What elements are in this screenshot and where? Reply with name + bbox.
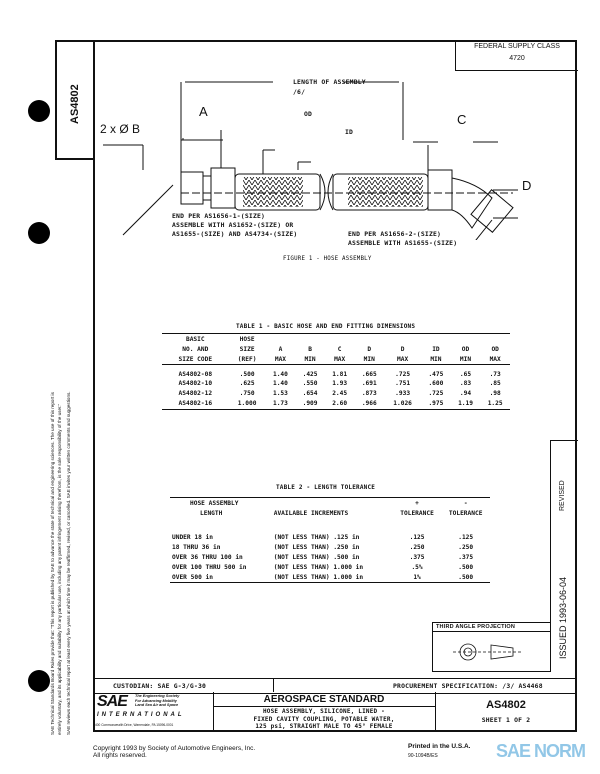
text: Land Sea Air and Space bbox=[135, 703, 179, 707]
fsc-value: 4720 bbox=[509, 55, 525, 62]
table-header-cell: ID bbox=[432, 345, 440, 353]
table-header-cell: OD bbox=[461, 345, 470, 353]
sae-logo: SAE bbox=[97, 693, 127, 710]
table1 bbox=[162, 333, 510, 410]
table-cell: .873 bbox=[361, 390, 377, 397]
revised-label: REVISED bbox=[559, 480, 566, 511]
table-cell: .966 bbox=[361, 400, 377, 407]
table-cell: .475 bbox=[428, 370, 444, 378]
print-code: 90-1094B/ES bbox=[408, 753, 438, 759]
end1-line: AS1655-(SIZE) AND AS4734-(SIZE) bbox=[172, 230, 298, 238]
table-cell: 1% bbox=[413, 573, 421, 581]
table-cell: .625 bbox=[239, 380, 255, 387]
table-cell: .98 bbox=[489, 390, 501, 397]
table-cell: 1.40 bbox=[272, 370, 288, 378]
doc-number: AS4802 bbox=[486, 699, 526, 711]
table-header-cell: MAX bbox=[489, 355, 501, 363]
table1-title: TABLE 1 - BASIC HOSE AND END FITTING DIMENSIONS bbox=[236, 323, 416, 330]
standard-type: AEROSPACE STANDARD bbox=[213, 692, 435, 707]
table-cell: 1.026 bbox=[393, 400, 412, 407]
printed-in: Printed in the U.S.A. bbox=[408, 743, 471, 750]
table-cell: .125 bbox=[458, 534, 474, 541]
table-cell: .65 bbox=[459, 370, 472, 378]
table-header-cell: BASIC bbox=[185, 335, 205, 343]
org-address: 400 Commonwealth Drive, Warrendale, PA 15096-0001 bbox=[95, 723, 174, 727]
punch-hole bbox=[28, 222, 50, 244]
table-header-cell bbox=[354, 334, 384, 345]
issued-date: ISSUED 1993-06-04 bbox=[558, 576, 568, 659]
text: For Advancing Mobility bbox=[135, 698, 177, 703]
table-cell: UNDER 18 in bbox=[172, 534, 213, 541]
text: Copyright 1993 by Society of Automotive Engineers, Inc. bbox=[93, 745, 256, 752]
table-cell: AS4802-10 bbox=[178, 380, 213, 387]
end2-line: ASSEMBLE WITH AS1655-(SIZE) bbox=[348, 239, 458, 247]
table-header-cell: MIN bbox=[430, 355, 442, 363]
table-cell: .85 bbox=[489, 380, 501, 387]
table-row bbox=[162, 379, 510, 389]
federal-supply-class bbox=[455, 40, 578, 71]
projection-label: THIRD ANGLE PROJECTION bbox=[433, 623, 551, 632]
table-cell: OVER 100 THRU 500 in bbox=[172, 563, 247, 571]
table-cell: 1.000 bbox=[237, 400, 257, 407]
table-cell: 1.25 bbox=[487, 400, 503, 407]
table-header-cell: MAX bbox=[274, 355, 287, 363]
dim-a-label: A bbox=[199, 104, 208, 119]
title-block bbox=[93, 678, 577, 732]
end2-line: END PER AS1656-2-(SIZE) bbox=[348, 230, 442, 238]
table-cell: .375 bbox=[409, 553, 425, 561]
text: 125 psi, STRAIGHT MALE TO 45° FEMALE bbox=[255, 723, 393, 730]
projection-symbol-icon bbox=[433, 632, 551, 670]
sheet-number: SHEET 1 OF 2 bbox=[481, 716, 531, 724]
table-header-cell: SIZE CODE bbox=[178, 355, 213, 363]
table-header-cell bbox=[451, 334, 481, 345]
table-header-cell bbox=[272, 498, 393, 509]
dim-d-label: D bbox=[522, 178, 532, 193]
table-cell: (NOT LESS THAN) .250 in bbox=[273, 543, 360, 551]
table-header-cell: HOSE ASSEMBLY bbox=[190, 499, 239, 507]
dim-b-label: 2 x Ø B bbox=[100, 122, 141, 136]
dim-c-label: C bbox=[457, 112, 467, 127]
table-cell: .665 bbox=[361, 370, 377, 378]
table-cell: .250 bbox=[409, 543, 425, 551]
table-header-cell: HOSE bbox=[239, 335, 255, 343]
table-cell: .500 bbox=[458, 573, 474, 581]
table-header-cell: LENGTH bbox=[200, 509, 223, 517]
table-cell: .750 bbox=[239, 390, 255, 397]
table-header-cell bbox=[393, 518, 442, 528]
table-cell: 1.53 bbox=[272, 390, 288, 397]
table-cell: (NOT LESS THAN) 1.000 in bbox=[273, 573, 364, 581]
table-row bbox=[170, 552, 490, 562]
table-cell: (NOT LESS THAN) 1.000 in bbox=[273, 563, 364, 571]
table-cell: 1.73 bbox=[272, 400, 288, 407]
table-row bbox=[162, 389, 510, 399]
table-row bbox=[162, 399, 510, 410]
table-cell: .654 bbox=[302, 390, 318, 397]
table-cell: .751 bbox=[395, 380, 411, 387]
table-header-cell: TOLERANCE bbox=[448, 509, 483, 517]
table-cell: AS4802-08 bbox=[178, 370, 213, 378]
table-cell: .600 bbox=[428, 380, 444, 387]
table-header-cell bbox=[272, 518, 393, 528]
table-cell: 2.60 bbox=[332, 400, 348, 407]
table-row bbox=[170, 528, 490, 542]
table-header-cell: D bbox=[367, 345, 372, 353]
table-cell: AS4802-12 bbox=[178, 390, 213, 397]
copyright bbox=[93, 745, 255, 759]
table-cell: .425 bbox=[302, 370, 318, 378]
length-of-assembly-label: LENGTH OF ASSEMBLY bbox=[293, 78, 366, 86]
table-header-cell bbox=[441, 518, 490, 528]
table-header-cell: MIN bbox=[459, 355, 472, 363]
table-header-cell: MAX bbox=[397, 355, 409, 363]
table-header-cell: + bbox=[415, 499, 419, 507]
length-note: /6/ bbox=[293, 88, 306, 96]
table-row bbox=[162, 365, 510, 379]
table-header-cell bbox=[384, 334, 421, 345]
sae-norm-watermark: SAE NORM bbox=[496, 741, 586, 761]
table-header-cell: - bbox=[463, 499, 468, 507]
table-cell: .975 bbox=[428, 400, 444, 407]
punch-hole bbox=[28, 100, 50, 122]
table-cell: .73 bbox=[489, 370, 501, 378]
table-cell: .250 bbox=[458, 543, 474, 551]
table-cell: 1.40 bbox=[272, 380, 288, 387]
table-header-cell: NO. AND bbox=[182, 345, 209, 353]
table-cell: .83 bbox=[459, 380, 472, 387]
table-cell: 1.19 bbox=[458, 400, 473, 407]
revision-strip bbox=[550, 440, 578, 671]
table2 bbox=[170, 497, 490, 583]
end1-line: ASSEMBLE WITH AS1652-(SIZE) OR bbox=[172, 221, 294, 229]
table-header-cell bbox=[295, 334, 325, 345]
notice-line-3: SAE reviews each technical report at least every five years at which time it may be reaffirmed, revised, or cancelled. SAE invites your written comments and suggestions. bbox=[66, 391, 71, 735]
table-cell: 2.45 bbox=[332, 390, 348, 397]
table-header-cell bbox=[480, 334, 510, 345]
table-cell: 1.93 bbox=[332, 380, 348, 387]
table-header-cell: SIZE bbox=[239, 345, 255, 353]
table-header-cell: OD bbox=[491, 345, 499, 353]
procurement-spec: PROCUREMENT SPECIFICATION: /3/ AS4468 bbox=[393, 682, 543, 690]
table-header-cell: AVAILABLE INCREMENTS bbox=[273, 509, 349, 517]
od-label: OD bbox=[304, 110, 313, 118]
table-cell: .5% bbox=[411, 563, 423, 571]
table-header-cell bbox=[421, 334, 451, 345]
table-header-cell: D bbox=[400, 345, 405, 353]
table-cell: OVER 500 in bbox=[172, 573, 213, 581]
table-header-cell: MIN bbox=[304, 355, 316, 363]
table-cell: 18 THRU 36 in bbox=[172, 543, 221, 551]
table-header-cell: MAX bbox=[334, 355, 346, 363]
fsc-label: FEDERAL SUPPLY CLASS bbox=[474, 43, 560, 50]
notice-line-2: entirely voluntary, and its applicability and suitability for any particular use, including any patent infringement arising therefrom, is the sole responsibility of the user." bbox=[57, 403, 62, 735]
doc-description bbox=[213, 707, 435, 731]
text: All rights reserved. bbox=[93, 752, 147, 759]
table-cell: .500 bbox=[239, 370, 255, 378]
table-row bbox=[170, 562, 490, 572]
notice-line-1: SAE Technical Standards Board Rules provide that: "This report is published by SAE to advance the state of technical and engineering sciences. The use of this report is bbox=[50, 392, 55, 735]
figure-caption: FIGURE 1 - HOSE ASSEMBLY bbox=[283, 256, 372, 262]
table-header-cell: (REF) bbox=[237, 355, 257, 363]
text: The Engineering Society bbox=[135, 694, 180, 698]
id-label: ID bbox=[345, 128, 354, 136]
punch-hole bbox=[28, 670, 50, 692]
table-cell: AS4802-16 bbox=[178, 400, 213, 407]
table-header-cell: A bbox=[278, 345, 283, 353]
table-cell: OVER 36 THRU 100 in bbox=[172, 553, 243, 561]
table-cell: .375 bbox=[458, 553, 474, 561]
table-cell: .909 bbox=[302, 400, 318, 407]
doc-number-vertical: AS4802 bbox=[69, 84, 81, 124]
sae-tagline bbox=[135, 694, 179, 708]
custodian: CUSTODIAN: SAE G-3/G-30 bbox=[113, 682, 207, 690]
table-cell: .691 bbox=[361, 380, 377, 387]
end2-note bbox=[348, 230, 457, 248]
table-header-cell bbox=[266, 334, 296, 345]
table-row bbox=[170, 572, 490, 583]
table-header-cell bbox=[325, 334, 355, 345]
table-cell: .94 bbox=[459, 390, 472, 397]
text: HOSE ASSEMBLY, SILICONE, LINED - bbox=[263, 708, 385, 715]
table-cell: .550 bbox=[302, 380, 318, 387]
table-cell: .933 bbox=[395, 390, 411, 397]
table-cell: .725 bbox=[395, 370, 411, 378]
table-header-cell: B bbox=[308, 345, 312, 353]
table-cell: .725 bbox=[428, 390, 444, 397]
end1-line: END PER AS1656-1-(SIZE) bbox=[172, 212, 266, 220]
table-header-cell: TOLERANCE bbox=[400, 509, 434, 517]
table-header-cell: MIN bbox=[363, 355, 375, 363]
table-header-cell bbox=[170, 518, 272, 528]
table-cell: (NOT LESS THAN) .500 in bbox=[273, 553, 360, 561]
doc-number-strip bbox=[55, 40, 95, 160]
table-cell: .125 bbox=[409, 534, 425, 541]
table-cell: (NOT LESS THAN) .125 in bbox=[273, 534, 360, 541]
table2-title: TABLE 2 - LENGTH TOLERANCE bbox=[276, 484, 376, 491]
table-row bbox=[170, 542, 490, 552]
text: FIXED CAVITY COUPLING, POTABLE WATER, bbox=[253, 715, 395, 723]
third-angle-projection bbox=[432, 622, 551, 672]
hose-assembly-drawing bbox=[93, 70, 553, 240]
end1-note bbox=[172, 212, 297, 239]
org-name: INTERNATIONAL bbox=[97, 712, 185, 718]
table-cell: 1.81 bbox=[332, 370, 348, 378]
table-cell: .500 bbox=[458, 563, 474, 571]
table-header-cell: C bbox=[337, 345, 342, 353]
